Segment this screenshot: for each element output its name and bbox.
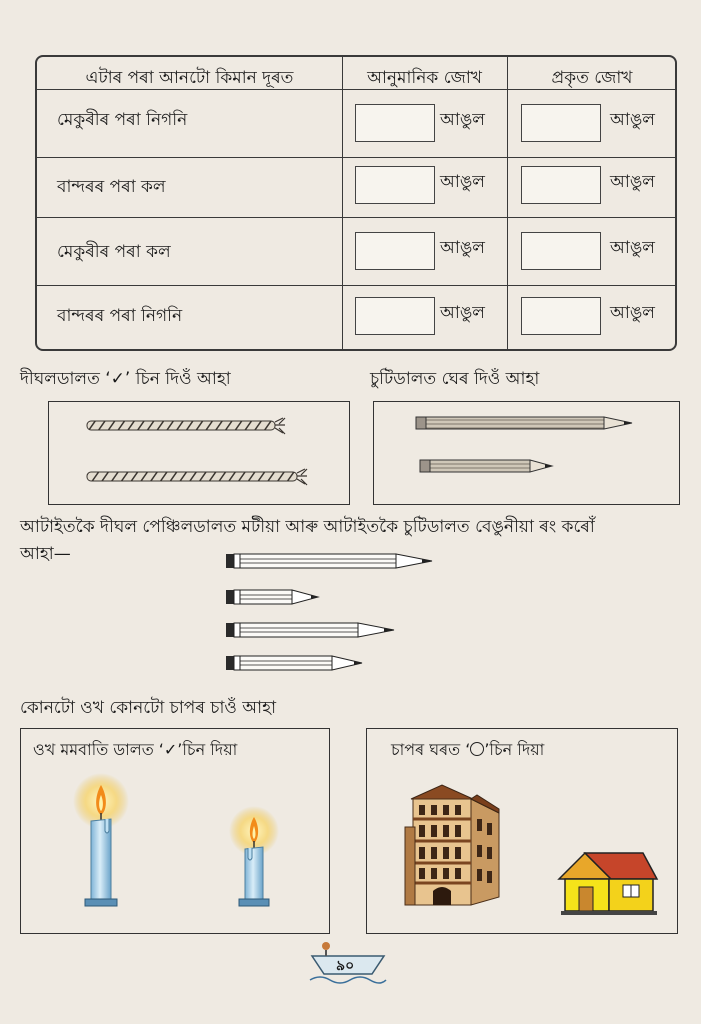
- pencils-illustration: [374, 402, 679, 504]
- houses-panel: [366, 728, 678, 934]
- question-color-pencils-cont: আহা—: [20, 544, 71, 564]
- pencil-short[interactable]: [420, 460, 552, 472]
- row-label-cat-banana: মেকুৰীৰ পৰা কল: [57, 242, 171, 262]
- pencil-long[interactable]: [416, 417, 632, 429]
- estimate-input-1[interactable]: [355, 104, 435, 142]
- ropes-frame: [48, 401, 350, 505]
- row-label-monkey-banana: বান্দৰৰ পৰা কল: [57, 177, 166, 197]
- estimate-input-4[interactable]: [355, 297, 435, 335]
- rope-bottom[interactable]: [87, 469, 307, 485]
- unit-label: আঙুল: [610, 172, 655, 192]
- rope-top[interactable]: [87, 418, 285, 434]
- question-color-pencils: আটাইতকৈ দীঘল পেঞ্চিলডালত মটীয়া আৰু আটাইতকৈ চুটিডালত বেঙুনীয়া ৰং কৰোঁ: [20, 517, 595, 537]
- pencil-1[interactable]: [226, 554, 432, 568]
- unit-label: আঙুল: [440, 238, 485, 258]
- small-house[interactable]: [559, 853, 657, 915]
- candle-tall[interactable]: [73, 773, 129, 906]
- header-actual: প্ৰকৃত জোখ: [551, 68, 633, 88]
- candles-illustration: [21, 769, 329, 933]
- question-shorter-pencil: চুটিডালত ঘেৰ দিওঁ আহা: [370, 369, 540, 389]
- header-estimate: আনুমানিক জোখ: [367, 68, 482, 88]
- row-label-cat-mouse: মেকুৰীৰ পৰা নিগনি: [57, 110, 188, 130]
- ropes-illustration: [49, 402, 349, 504]
- unit-label: আঙুল: [440, 110, 485, 130]
- houses-illustration: [367, 769, 677, 933]
- page-number: ৯০: [336, 958, 355, 974]
- estimate-input-2[interactable]: [355, 166, 435, 204]
- houses-instruction-pre: চাপৰ ঘৰত ‘: [391, 740, 471, 759]
- actual-input-4[interactable]: [521, 297, 601, 335]
- unit-label: আঙুল: [610, 238, 655, 258]
- estimate-input-3[interactable]: [355, 232, 435, 270]
- unit-label: আঙুল: [610, 110, 655, 130]
- actual-input-3[interactable]: [521, 232, 601, 270]
- header-distance: এটাৰ পৰা আনটো কিমান দূৰত: [85, 68, 294, 88]
- actual-input-1[interactable]: [521, 104, 601, 142]
- pencil-2[interactable]: [226, 590, 318, 604]
- unit-label: আঙুল: [440, 303, 485, 323]
- actual-input-2[interactable]: [521, 166, 601, 204]
- candle-short[interactable]: [229, 806, 279, 906]
- circle-symbol: [470, 742, 484, 756]
- unit-label: আঙুল: [610, 303, 655, 323]
- pencils-set-illustration: [222, 544, 442, 678]
- tall-building[interactable]: [405, 785, 499, 905]
- pencil-4[interactable]: [226, 656, 362, 670]
- pencil-3[interactable]: [226, 623, 394, 637]
- question-longer-rope: দীঘলডালত ‘✓’ চিন দিওঁ আহা: [20, 369, 231, 389]
- candles-panel: [20, 728, 330, 934]
- houses-instruction-post: ’চিন দিয়া: [484, 740, 545, 759]
- row-label-monkey-mouse: বান্দৰৰ পৰা নিগনি: [57, 306, 183, 326]
- pencils-frame: [373, 401, 680, 505]
- measurement-table: [35, 55, 677, 351]
- question-tall-short: কোনটো ওখ কোনটো চাপৰ চাওঁ আহা: [20, 698, 276, 718]
- houses-instruction: [391, 737, 544, 764]
- candles-instruction: ওখ মমবাতি ডালত ‘✓’চিন দিয়া: [33, 740, 238, 759]
- unit-label: আঙুল: [440, 172, 485, 192]
